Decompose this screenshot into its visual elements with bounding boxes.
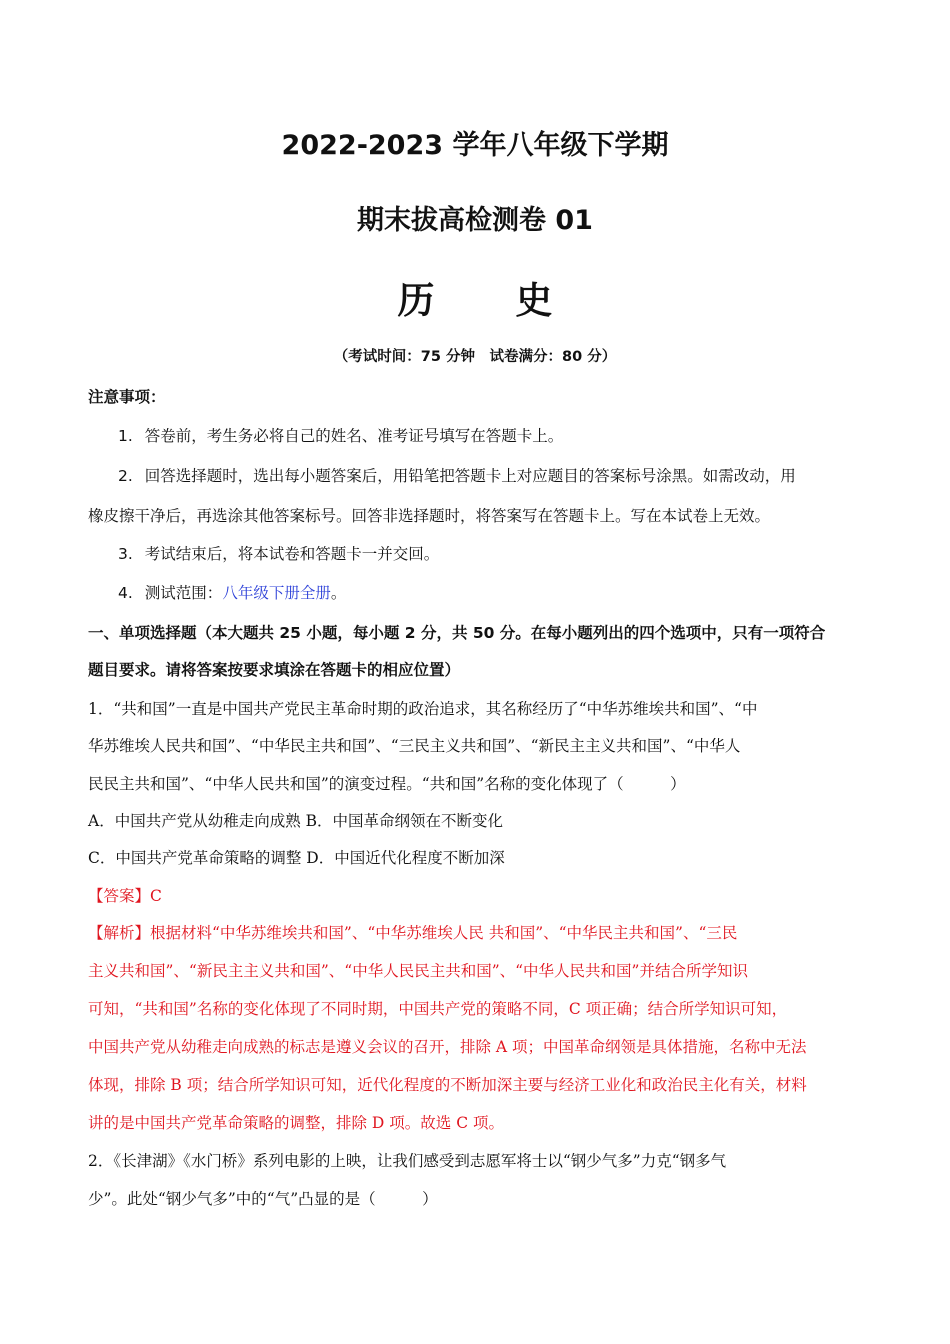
notice-item-number: 3. [118,545,133,563]
notice-item-3 [118,544,898,564]
q2-stem-line1: 2．《长津湖》《水门桥》系列电影的上映，让我们感受到志愿军将士以“钢少气多”力克“钢多气 [88,1152,727,1170]
q1-options-line1: A．中国共产党从幼稚走向成熟 B．中国革命纲领在不断变化 [88,812,504,830]
notice-item-2-continued: 橡皮擦干净后，再选涂其他答案标号。回答非选择题时，将答案写在答题卡上。写在本试卷上无效。 [88,507,771,525]
notice-item-2 [118,466,898,486]
q2-stem-line2: 少”。此处“钢少气多”中的“气”凸显的是（ ） [88,1190,438,1208]
q1-analysis-line4: 中国共产党从幼稚走向成熟的标志是遵义会议的召开，排除 A 项；中国革命纲领是具体措施，名称中无法 [88,1038,807,1056]
exam-title-line1: 2022-2023 学年八年级下学期 [281,130,669,161]
notice-item-number: 4. [118,584,133,602]
q1-analysis-line1: 【解析】根据材料“中华苏维埃共和国”、“中华苏维埃人民 共和国”、“中华民主共和国”、“三民 [88,924,738,942]
exam-title-line2: 期末拔高检测卷 01 [357,205,593,236]
notice-item-text: 答卷前，考生务必将自己的姓名、准考证号填写在答题卡上。 [144,427,564,445]
q1-stem-line3: 民民主共和国”、“中华人民共和国”的演变过程。“共和国”名称的变化体现了（ ） [88,775,686,793]
q1-stem-line2: 华苏维埃人民共和国”、“中华民主共和国”、“三民主义共和国”、“新民主主义共和国”、“中华人 [88,737,741,755]
subject-title: 历 史 [397,279,587,322]
q1-analysis-line3: 可知，“共和国”名称的变化体现了不同时期，中国共产党的策略不同，C 项正确；结合所学知识可知， [88,1000,788,1018]
q1-answer: 【答案】C [88,887,162,905]
notice-item-number: 1. [118,427,133,445]
q1-analysis-line6: 讲的是中国共产党革命策略的调整，排除 D 项。故选 C 项。 [88,1114,504,1132]
notice-item-1 [118,426,898,446]
section-heading-line1: 一、单项选择题（本大题共 25 小题，每小题 2 分，共 50 分。在每小题列出的四个选项中，只有一项符合 [88,624,826,642]
notice-item-text: 回答选择题时，选出每小题答案后，用铅笔把答题卡上对应题目的答案标号涂黑。如需改动，用 [144,467,796,485]
notice-item-text: 考试结束后，将本试卷和答题卡一并交回。 [144,545,440,563]
notice-item-text: 测试范围： [144,584,223,602]
notice-item-4 [118,583,898,603]
notice-item-end: 。 [330,584,347,602]
test-scope-link[interactable]: 八年级下册全册 [222,584,331,602]
notice-heading: 注意事项： [88,388,166,406]
exam-info: （考试时间：75 分钟 试卷满分：80 分） [333,349,617,365]
q1-analysis-line2: 主义共和国”、“新民主主义共和国”、“中华人民民主共和国”、“中华人民共和国”并结合所学知识 [88,962,748,980]
q1-stem-line1: 1．“共和国”一直是中国共产党民主革命时期的政治追求，其名称经历了“中华苏维埃共和国”、“中 [88,700,758,718]
section-heading-line2: 题目要求。请将答案按要求填涂在答题卡的相应位置） [88,661,461,679]
q1-analysis-line5: 体现，排除 B 项；结合所学知识可知，近代化程度的不断加深主要与经济工业化和政治民主化有关，材料 [88,1076,807,1094]
notice-item-number: 2. [118,467,133,485]
q1-options-line2: C．中国共产党革命策略的调整 D．中国近代化程度不断加深 [88,849,505,867]
